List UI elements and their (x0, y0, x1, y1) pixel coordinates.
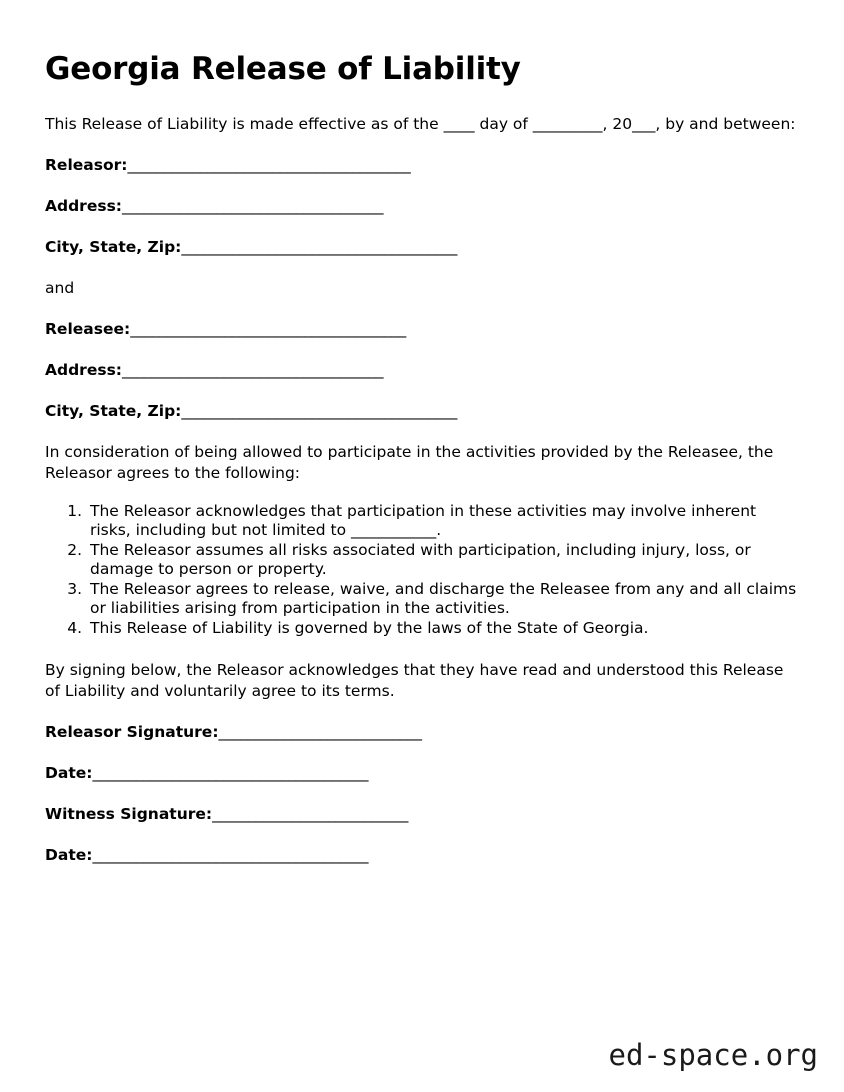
list-item: 3. The Releasor agrees to release, waive, and discharge the Releasee from any and all claims or liabilities arising from participation in the activities. (87, 580, 799, 619)
field-releasor-name[interactable] (45, 155, 799, 176)
list-item: 2. The Releasor assumes all risks associated with participation, including injury, loss, or damage to person or property. (87, 541, 799, 580)
field-blank-witness-signature[interactable]: ___________________________ (212, 805, 408, 824)
field-blank-releasee-address[interactable]: ____________________________________ (122, 360, 383, 379)
document-content (45, 52, 799, 886)
field-blank-releasor-date[interactable]: ______________________________________ (92, 764, 368, 783)
terms-list (45, 502, 799, 639)
field-witness-date[interactable] (45, 845, 799, 866)
page-title: Georgia Release of Liability (45, 51, 521, 87)
acknowledgement-paragraph: By signing below, the Releasor acknowledges that they have read and understood this Release of Liability and voluntarily agree to its terms. (45, 661, 784, 701)
field-blank-witness-date[interactable]: ______________________________________ (92, 846, 368, 865)
footer-watermark: ed-space.org (608, 1038, 818, 1072)
field-blank-releasor-signature[interactable]: ____________________________ (218, 723, 422, 742)
field-label-releasor-city-state-zip: City, State, Zip: (45, 237, 182, 256)
field-releasee-name[interactable] (45, 319, 799, 340)
field-releasor-date[interactable] (45, 763, 799, 784)
field-label-releasor-address: Address: (45, 196, 122, 215)
field-blank-releasor-address[interactable]: ____________________________________ (122, 196, 383, 215)
field-releasor-address[interactable] (45, 196, 799, 217)
list-item: 1. The Releasor acknowledges that participation in these activities may involve inherent risks, including but not limited to ___________. (87, 502, 799, 541)
field-label-releasor-signature: Releasor Signature: (45, 723, 219, 742)
field-label-releasee-address: Address: (45, 360, 122, 379)
field-releasor-signature[interactable] (45, 722, 799, 743)
field-witness-signature[interactable] (45, 804, 799, 825)
field-label-releasor-date: Date: (45, 764, 93, 783)
field-releasor-city-state-zip[interactable] (45, 237, 799, 258)
signature-block (45, 722, 799, 866)
conjunction-and: and (45, 278, 75, 297)
field-label-witness-signature: Witness Signature: (45, 805, 213, 824)
field-label-releasee-city-state-zip: City, State, Zip: (45, 401, 182, 420)
field-label-witness-date: Date: (45, 846, 93, 865)
field-label-releasor: Releasor: (45, 155, 128, 174)
field-blank-releasor-city-state-zip[interactable]: ______________________________________ (181, 237, 457, 256)
intro-paragraph: This Release of Liability is made effective as of the ____ day of _________, 20___, by and between: (45, 114, 796, 133)
field-label-releasee: Releasee: (45, 319, 131, 338)
field-releasee-address[interactable] (45, 360, 799, 381)
field-blank-releasor[interactable]: _______________________________________ (127, 155, 411, 174)
consideration-paragraph: In consideration of being allowed to participate in the activities provided by the Releasee, the Releasor agrees to the following: (45, 442, 774, 482)
field-releasee-city-state-zip[interactable] (45, 401, 799, 422)
list-item: 4. This Release of Liability is governed by the laws of the State of Georgia. (87, 619, 799, 639)
field-blank-releasee[interactable]: ______________________________________ (130, 319, 406, 338)
field-blank-releasee-city-state-zip[interactable]: ______________________________________ (181, 401, 457, 420)
